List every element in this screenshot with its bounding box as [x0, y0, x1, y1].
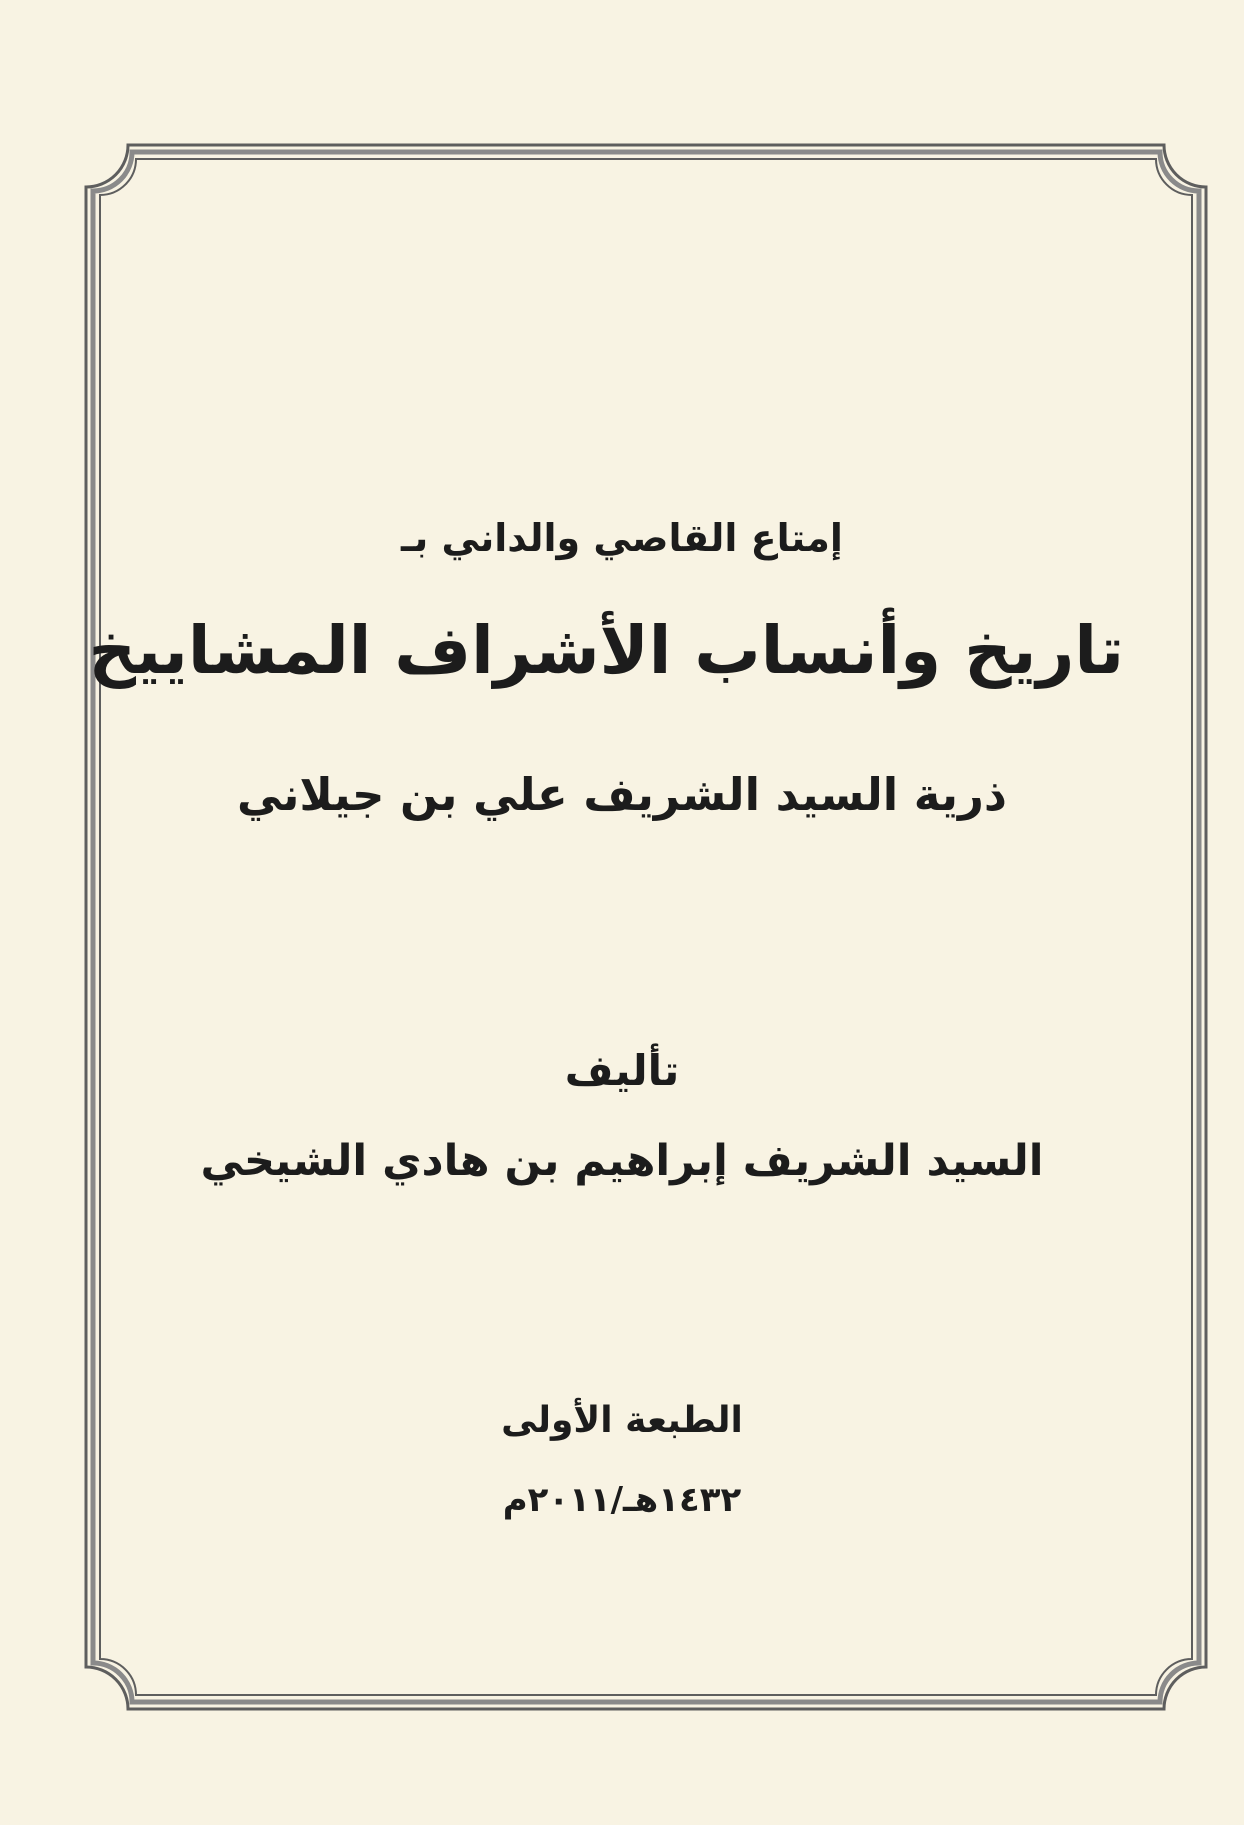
author-name: السيد الشريف إبراهيم بن هادي الشيخي — [200, 1136, 1044, 1186]
title-prefix: إمتاع القاصي والداني بـ — [401, 516, 843, 560]
authorship-label: تأليف — [564, 1046, 680, 1095]
publication-date: ١٤٣٢هـ/٢٠١١م — [502, 1480, 742, 1520]
book-title: تاريخ وأنساب الأشراف المشاييخ — [88, 612, 1124, 689]
book-subtitle: ذرية السيد الشريف علي بن جيلاني — [236, 768, 1007, 821]
edition-label: الطبعة الأولى — [501, 1400, 743, 1441]
